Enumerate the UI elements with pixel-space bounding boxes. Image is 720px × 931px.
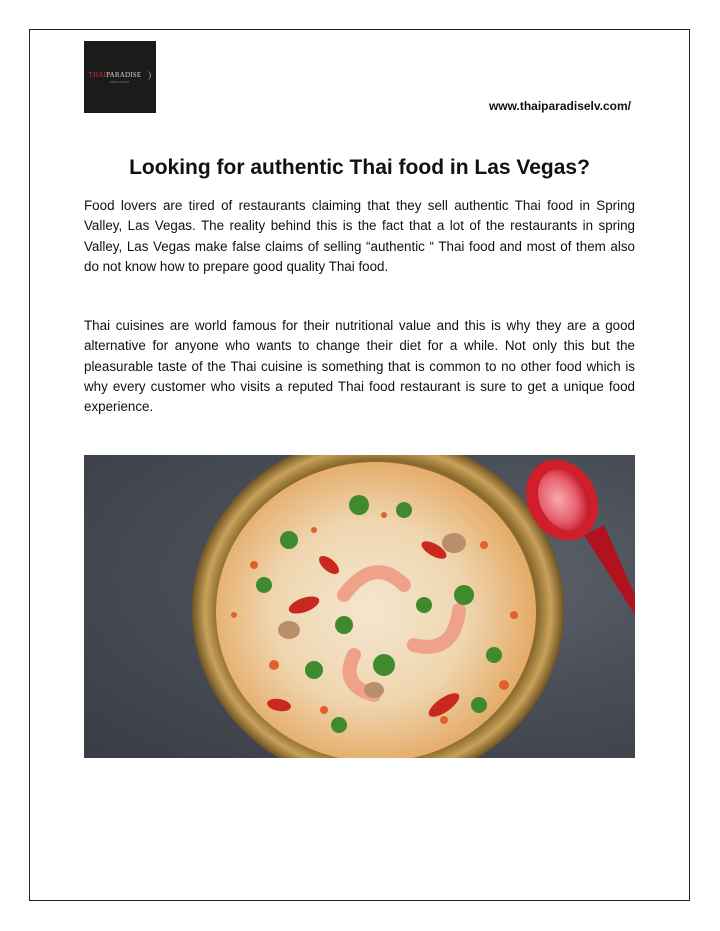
article-title: Looking for authentic Thai food in Las Vegas? (129, 156, 590, 179)
logo-brand-paradise: PARADISE (106, 71, 142, 79)
logo-brand (89, 71, 142, 79)
logo-wordmark (89, 71, 152, 80)
logo-tagline: RESTAURANT (110, 80, 130, 84)
leaf-icon (143, 71, 151, 80)
article-paragraph-1: Food lovers are tired of restaurants claiming that they sell authentic Thai food in Spring Valley, Las Vegas. The reality behind this is the fact that a lot of the restaurants in spring Valley, Las Vegas make false claims of selling “authentic “ Thai food and most of them also do not know how to prepare good quality Thai food. (84, 198, 635, 274)
thai-paradise-logo[interactable] (84, 41, 156, 113)
soup-illustration (84, 455, 635, 758)
website-url-link[interactable]: www.thaiparadiselv.com/ (488, 99, 631, 113)
article-paragraph-2: Thai cuisines are world famous for their nutritional value and this is why they are a good alternative for anyone who wants to change their diet for a while. Not only this but the pleasurable taste of the Thai cuisine is something that is common to no other food which is why every customer who visits a reputed Thai food restaurant is sure to get a unique food experience. (84, 318, 635, 415)
logo-brand-thai: THAI (88, 71, 107, 79)
broth (216, 462, 536, 758)
logo-content (89, 71, 152, 84)
tom-kha-soup-photo (84, 455, 635, 758)
